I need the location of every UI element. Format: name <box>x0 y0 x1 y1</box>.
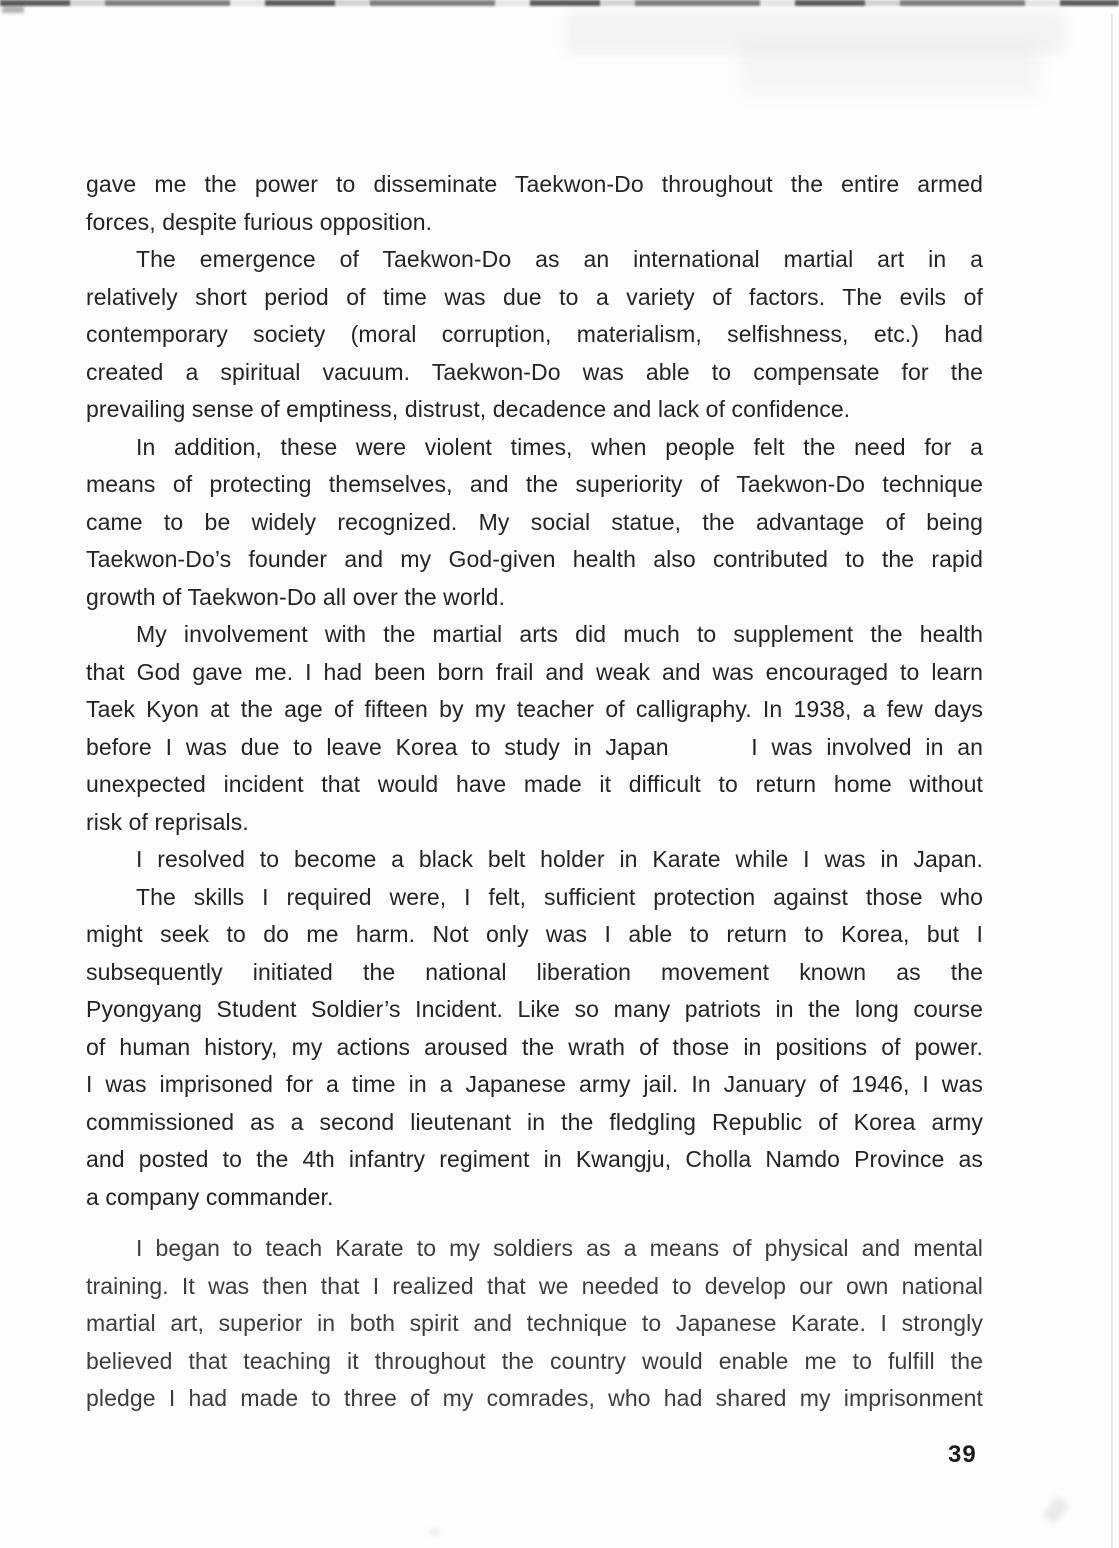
paragraph-4 <box>86 616 983 841</box>
text-line: a company commander. <box>86 1183 334 1210</box>
text-line: relatively short period of time was due to a variety of factors. The evils of <box>86 283 983 310</box>
text-line: contemporary society (moral corruption, materialism, selfishness, etc.) had <box>86 321 983 347</box>
text-line: prevailing sense of emptiness, distrust, decadence and lack of confidence. <box>86 396 851 422</box>
text-line: training. It was then that I realized that we needed to develop our own national <box>86 1272 983 1299</box>
body-text-block <box>86 166 983 1418</box>
text-line: might seek to do me harm. Not only was I able to return to Korea, but I <box>86 921 983 947</box>
scan-smudge <box>430 1528 440 1536</box>
text-line: The emergence of Taekwon-Do as an international martial art in a <box>136 246 983 272</box>
paragraph-5 <box>86 841 983 879</box>
text-line: growth of Taekwon-Do all over the world. <box>86 583 506 610</box>
page-number: 39 <box>948 1441 977 1468</box>
paragraph-7 <box>86 1230 983 1418</box>
text-line: pledge I had made to three of my comrades, who had shared my imprisonment <box>86 1385 983 1411</box>
text-line: means of protecting themselves, and the superiority of Taekwon-Do technique <box>86 471 983 497</box>
text-line: Taek Kyon at the age of fifteen by my teacher of calligraphy. In 1938, a few days <box>86 696 983 722</box>
page-edge-shadow-line <box>1111 14 1113 1548</box>
paragraph-2 <box>86 241 983 429</box>
text-line: that God gave me. I had been born frail and weak and was encouraged to learn <box>86 658 983 685</box>
text-line: risk of reprisals. <box>86 808 249 835</box>
text-line: subsequently initiated the national liberation movement known as the <box>86 958 983 985</box>
scan-artifact-top-band <box>0 0 1119 6</box>
text-line: Taekwon-Do’s founder and my God-given health also contributed to the rapid <box>86 546 983 572</box>
scan-bleedthrough-ghost-text <box>740 42 1040 97</box>
text-line: and posted to the 4th infantry regiment in Kwangju, Cholla Namdo Province as <box>86 1146 983 1172</box>
paragraph-1 <box>86 166 983 241</box>
text-line: I was imprisoned for a time in a Japanese army jail. In January of 1946, I was <box>86 1071 983 1097</box>
text-line: The skills I required were, I felt, sufficient protection against those who <box>136 883 983 910</box>
paragraph-6 <box>86 879 983 1217</box>
text-line: I began to teach Karate to my soldiers as a means of physical and mental <box>136 1235 983 1261</box>
text-line: believed that teaching it throughout the country would enable me to fulfill the <box>86 1347 983 1374</box>
text-line: gave me the power to disseminate Taekwon-Do throughout the entire armed <box>86 171 983 197</box>
text-line: unexpected incident that would have made it difficult to return home without <box>86 771 983 797</box>
text-line: commissioned as a second lieutenant in the fledgling Republic of Korea army <box>86 1108 983 1135</box>
text-line: In addition, these were violent times, when people felt the need for a <box>136 433 983 460</box>
scan-artifact-corner-mark <box>2 6 24 13</box>
text-line: came to be widely recognized. My social statue, the advantage of being <box>86 508 983 535</box>
text-line: My involvement with the martial arts did much to supplement the health <box>136 621 983 647</box>
text-line: forces, despite furious opposition. <box>86 208 433 235</box>
text-line: I resolved to become a black belt holder in Karate while I was in Japan. <box>136 846 983 872</box>
text-line: of human history, my actions aroused the wrath of those in positions of power. <box>86 1033 983 1060</box>
paragraph-3 <box>86 429 983 617</box>
text-line: Pyongyang Student Soldier’s Incident. Like so many patriots in the long course <box>86 996 983 1022</box>
scan-smudge <box>1042 1496 1069 1525</box>
text-line: created a spiritual vacuum. Taekwon-Do was able to compensate for the <box>86 358 983 385</box>
text-line: before I was due to leave Korea to study in Japan I was involved in an <box>86 733 983 760</box>
text-line: martial art, superior in both spirit and technique to Japanese Karate. I strongly <box>86 1310 983 1336</box>
